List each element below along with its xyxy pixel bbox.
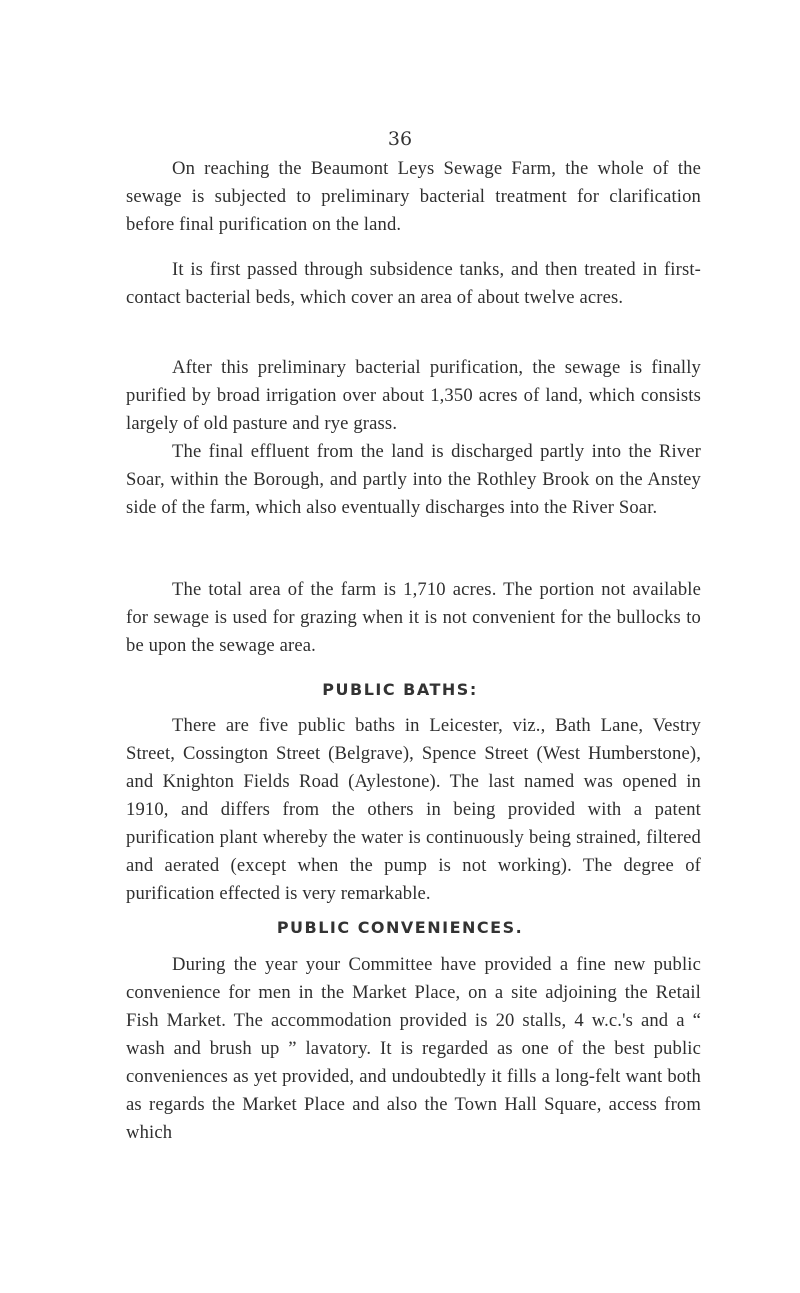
paragraph-public-conveniences: During the year your Committee have provided a fine new public convenience for men in the Market Place, on a site adjoining the Retail Fish Market. The accommodation provided is 20 stalls, 4 w.c.'s and a “ wash and brush up ” lavatory. It is regarded as one of the best public conveniences as yet provided, and undoubtedly it fills a long-felt want both as regards the Market Place and also the Town Hall Square, access from which — [126, 954, 701, 1143]
heading-public-conveniences: PUBLIC CONVENIENCES. — [276, 918, 524, 937]
heading-public-baths: PUBLIC BATHS: — [322, 680, 478, 699]
paragraph-final-effluent: The final effluent from the land is discharged partly into the River Soar, within the Borough, and partly into the Rothley Brook on the Anstey side of the farm, which also eventually discharges into the River Soar. — [126, 441, 701, 518]
page-number: 36 — [387, 128, 413, 150]
paragraph-broad-irrigation: After this preliminary bacterial purification, the sewage is finally purified by broad irrigation over about 1,350 acres of land, which consists largely of old pasture and rye grass. — [126, 357, 701, 434]
paragraph-farm-area: The total area of the farm is 1,710 acres. The portion not available for sewage is used for grazing when it is not convenient for the bullocks to be upon the sewage area. — [126, 579, 701, 656]
paragraph-sewage-farm: On reaching the Beaumont Leys Sewage Farm, the whole of the sewage is subjected to preliminary bacterial treatment for clarification before final purification on the land. — [126, 158, 701, 235]
paragraph-subsidence-tanks: It is first passed through subsidence tanks, and then treated in first-contact bacterial beds, which cover an area of about twelve acres. — [126, 259, 701, 308]
paragraph-public-baths: There are five public baths in Leicester, viz., Bath Lane, Vestry Street, Cossington Street (Belgrave), Spence Street (West Humberstone), and Knighton Fields Road (Aylestone). The last named was opened in 1910, and differs from the others in being provided with a patent purification plant whereby the water is continuously being strained, filtered and aerated (except when the pump is not working). The degree of purification effected is very remarkable. — [126, 715, 701, 904]
